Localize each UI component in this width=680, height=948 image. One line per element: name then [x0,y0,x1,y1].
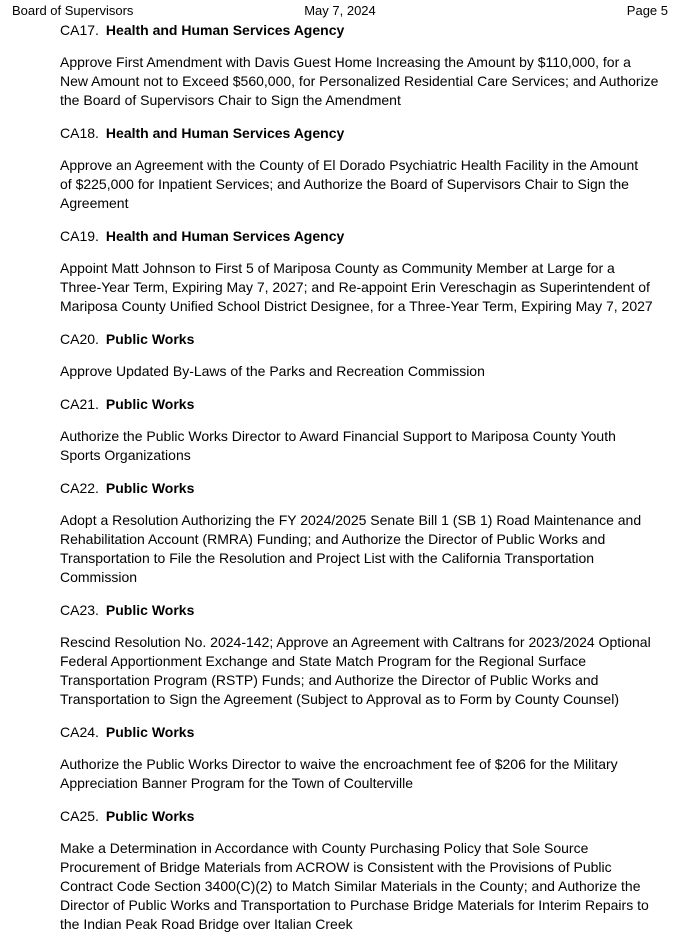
description-line: Procurement of Bridge Materials from ACROW is Consistent with the Provisions of Public [60,859,612,875]
description-line: Adopt a Resolution Authorizing the FY 2024/2025 Senate Bill 1 (SB 1) Road Maintenance and [60,512,642,528]
agenda-item [60,723,666,793]
description-line: Approve First Amendment with Davis Guest Home Increasing the Amount by $110,000, for a [60,54,631,70]
description-line: Transportation Program (RSTP) Funds; and Authorize the Director of Public Works and [60,672,599,688]
agenda-item [60,479,666,587]
agenda-item-description [60,259,666,316]
agenda-item-description [60,53,666,110]
agenda-item-department: Public Works [105,331,195,347]
agenda-item-description [60,427,666,465]
agenda-item-description [60,633,666,709]
agenda-item-heading [60,807,666,825]
description-line: Appreciation Banner Program for the Town of Coulterville [60,775,414,791]
description-line: Transportation to Sign the Agreement (Subject to Approval as to Form by County Counsel) [60,691,619,707]
agenda-item-description [60,511,666,587]
agenda-item-heading [60,395,666,413]
agenda-item-department: Health and Human Services Agency [105,125,345,141]
description-line: Rescind Resolution No. 2024-142; Approve an Agreement with Caltrans for 2023/2024 Optional [60,634,651,650]
description-line: Authorize the Public Works Director to Award Financial Support to Mariposa County Youth [60,428,616,444]
description-line: Contract Code Section 3400(C)(2) to Match Similar Materials in the County; and Authorize the [60,878,641,894]
description-line: Approve Updated By-Laws of the Parks and Recreation Commission [60,363,485,379]
agenda-item [60,330,666,381]
agenda-item-department: Public Works [105,396,195,412]
agenda-item-code: CA19. [60,228,99,244]
description-line: the Indian Peak Road Bridge over Italian Creek [60,916,353,932]
description-line: Federal Apportionment Exchange and State Match Program for the Regional Surface [60,653,587,669]
agenda-item-code: CA23. [60,602,99,618]
agenda-item-heading [60,124,666,142]
description-line: of $225,000 for Inpatient Services; and Authorize the Board of Supervisors Chair to Sign the [60,176,629,192]
agenda-item-heading [60,330,666,348]
description-line: Director of Public Works and Transportation to Purchase Bridge Materials for Interim Repairs to [60,897,649,913]
agenda-items [60,21,666,948]
agenda-item-code: CA25. [60,808,99,824]
description-line: Transportation to File the Resolution and Project List with the California Transportation [60,550,595,566]
agenda-item [60,601,666,709]
description-line: Three-Year Term, Expiring May 7, 2027; and Re-appoint Erin Vereschagin as Superintendent of [60,279,650,295]
header-date: May 7, 2024 [304,3,376,18]
description-line: Rehabilitation Account (RMRA) Funding; and Authorize the Director of Public Works and [60,531,606,547]
description-line: Appoint Matt Johnson to First 5 of Mariposa County as Community Member at Large for a [60,260,615,276]
description-line: the Board of Supervisors Chair to Sign the Amendment [60,92,401,108]
description-line: Approve an Agreement with the County of El Dorado Psychiatric Health Facility in the Amount [60,157,639,173]
agenda-item-description [60,755,666,793]
agenda-item-department: Health and Human Services Agency [105,22,345,38]
agenda-item-description [60,839,666,934]
description-line: Sports Organizations [60,447,191,463]
agenda-item-code: CA17. [60,22,99,38]
agenda-item [60,807,666,934]
agenda-item-heading [60,227,666,245]
agenda-item-description [60,362,666,381]
description-line: Agreement [60,195,129,211]
agenda-item-department: Health and Human Services Agency [105,228,345,244]
agenda-item-code: CA20. [60,331,99,347]
agenda-item-heading [60,723,666,741]
agenda-item [60,227,666,316]
description-line: New Amount not to Exceed $560,000, for Personalized Residential Care Services; and Authorize [60,73,659,89]
agenda-item [60,124,666,213]
agenda-item [60,21,666,110]
header-board-name: Board of Supervisors [12,3,134,18]
agenda-item-heading [60,601,666,619]
header-page-number: Page 5 [626,3,668,18]
agenda-item-code: CA22. [60,480,99,496]
agenda-item-code: CA21. [60,396,99,412]
agenda-item-department: Public Works [105,602,195,618]
agenda-item-heading [60,479,666,497]
description-line: Authorize the Public Works Director to waive the encroachment fee of $206 for the Military [60,756,618,772]
agenda-item-department: Public Works [105,808,195,824]
agenda-item-department: Public Works [105,724,195,740]
description-line: Make a Determination in Accordance with County Purchasing Policy that Sole Source [60,840,589,856]
description-line: Mariposa County Unified School District Designee, for a Three-Year Term, Expiring May 7, 2027 [60,298,653,314]
agenda-item-heading [60,21,666,39]
agenda-item-code: CA18. [60,125,99,141]
agenda-item-code: CA24. [60,724,99,740]
page-header [12,2,668,20]
description-line: Commission [60,569,138,585]
agenda-item-description [60,156,666,213]
agenda-item [60,395,666,465]
agenda-item-department: Public Works [105,480,195,496]
